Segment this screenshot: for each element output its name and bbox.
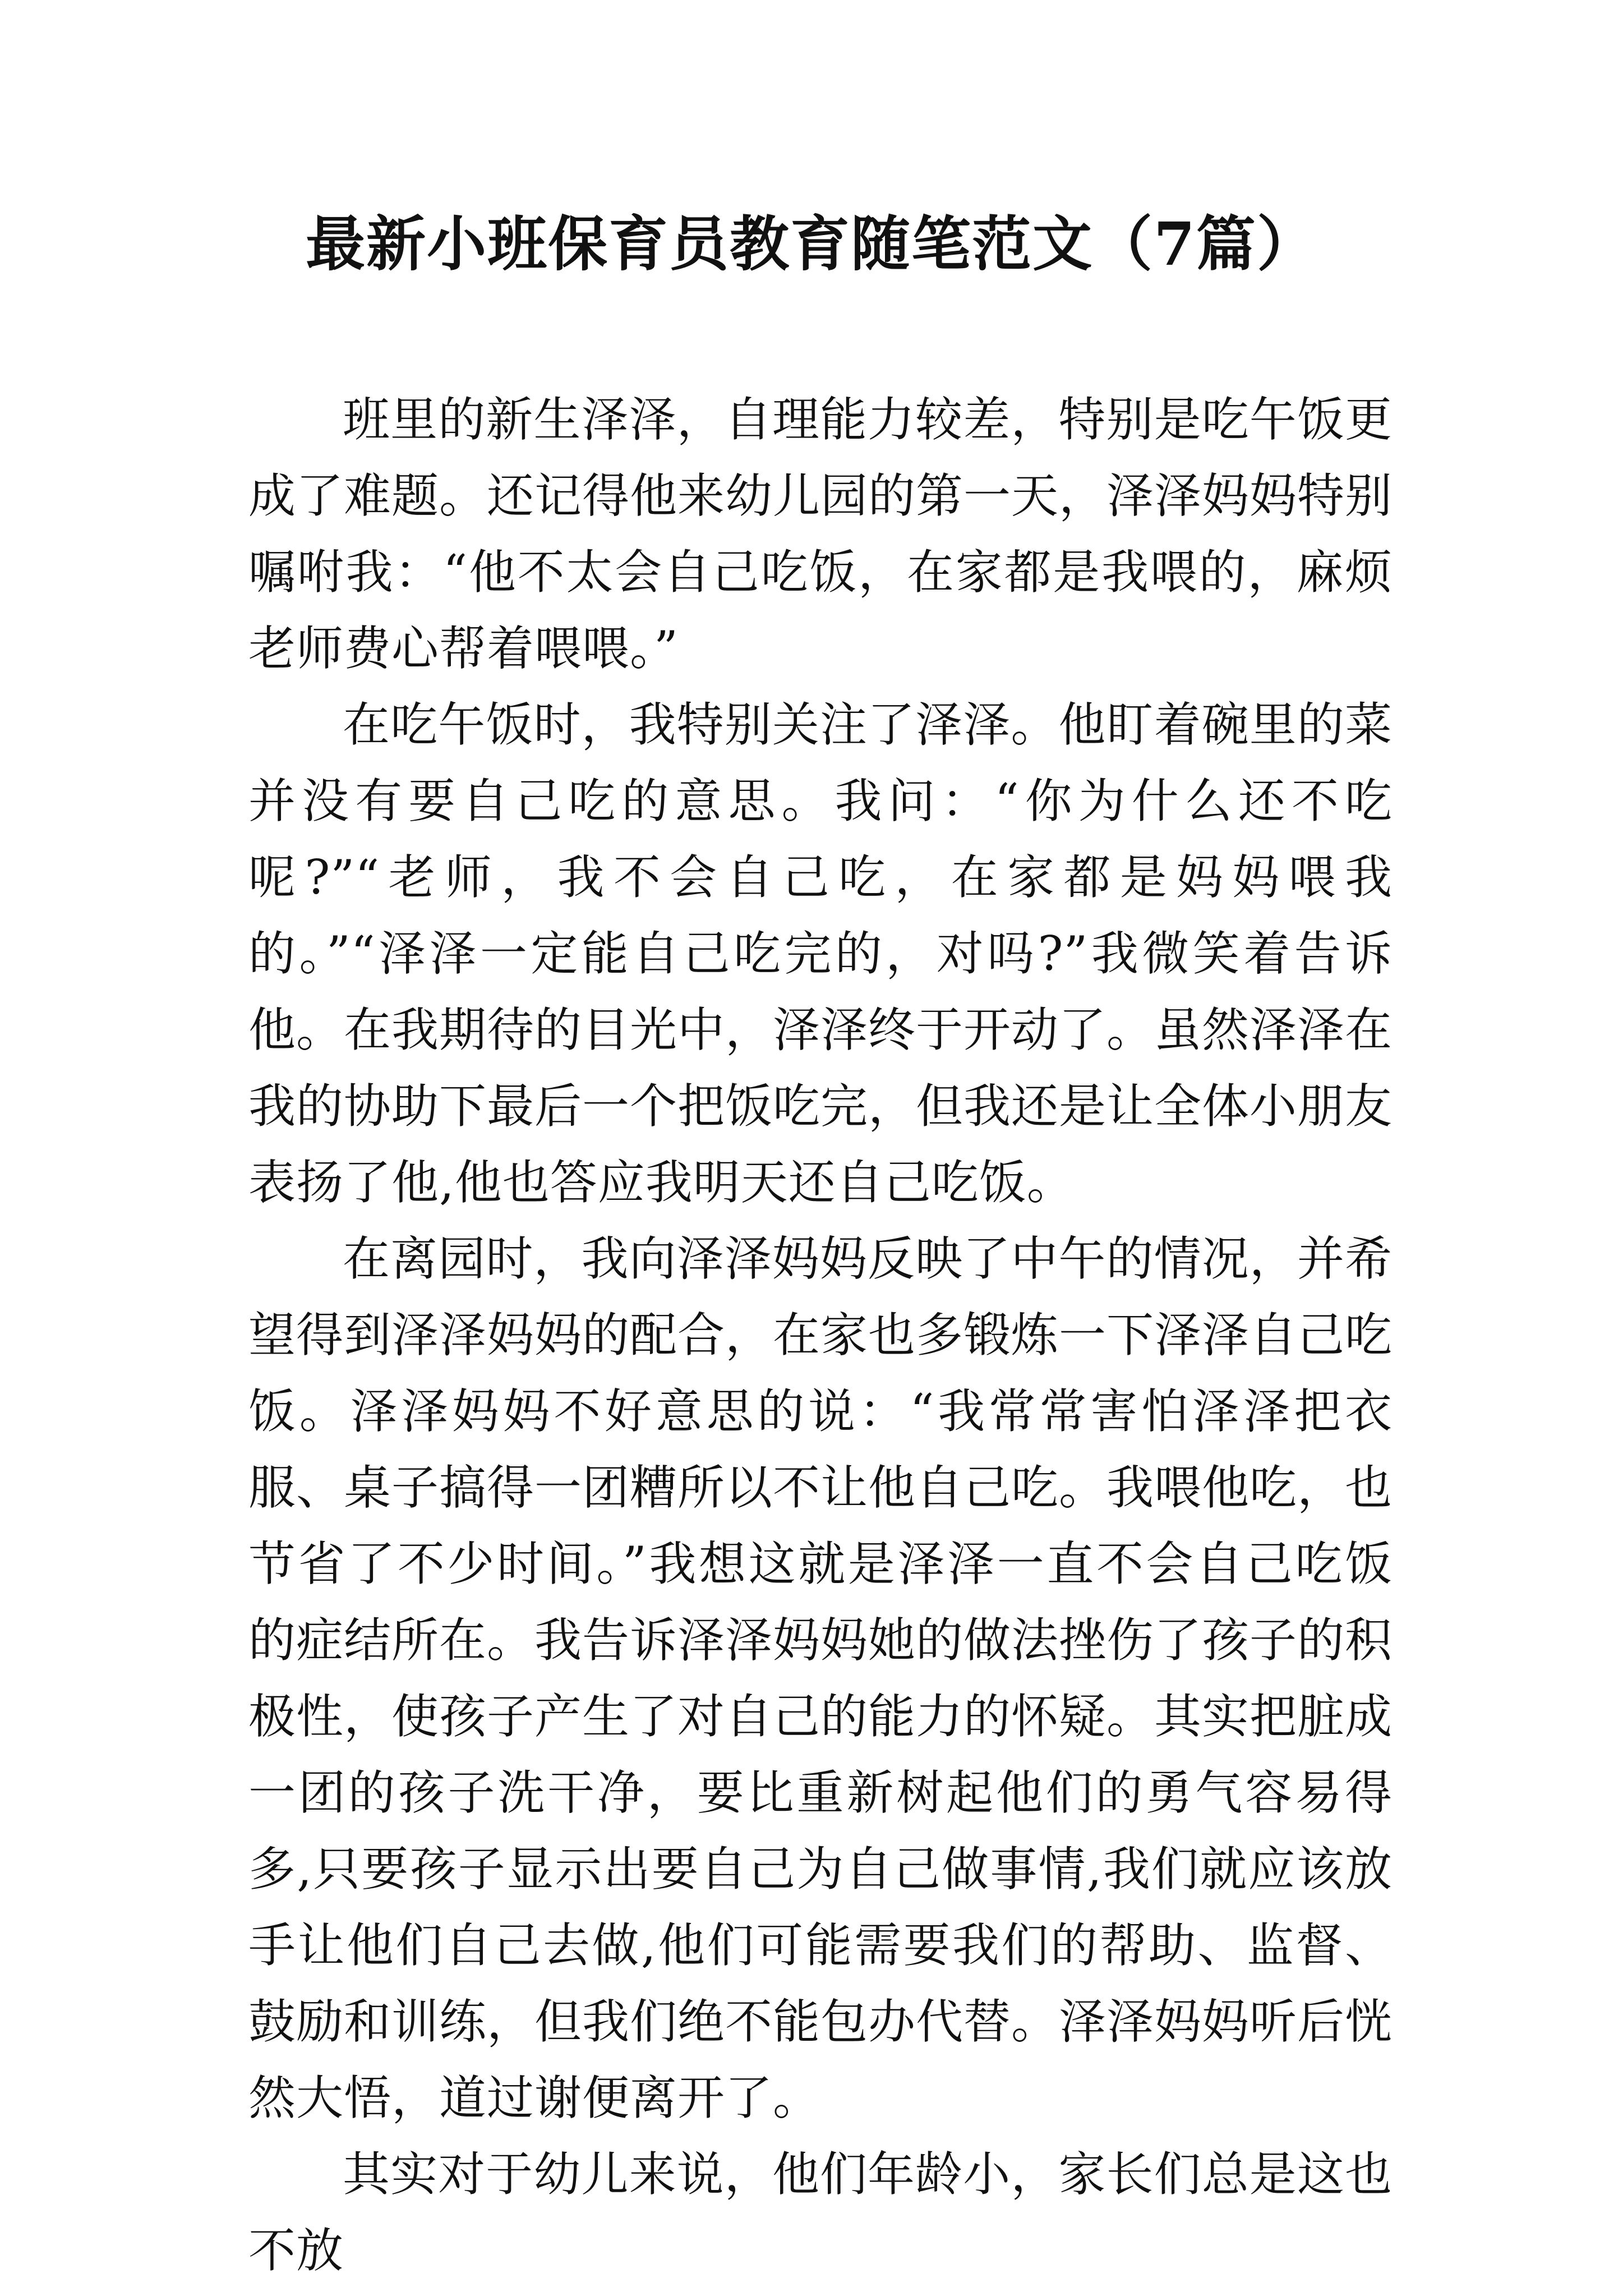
paragraph-1: 班里的新生泽泽，自理能力较差，特别是吃午饭更成了难题。还记得他来幼儿园的第一天，泽泽妈妈特别嘱咐我：“他不太会自己吃饭，在家都是我喂的，麻烦老师费心帮着喂喂。” bbox=[248, 392, 1393, 676]
paragraph-4: 其实对于幼儿来说，他们年龄小，家长们总是这也不放 bbox=[248, 2147, 1393, 2278]
document-body bbox=[248, 381, 1393, 2289]
paragraph-2: 在吃午饭时，我特别关注了泽泽。他盯着碗里的菜并没有要自己吃的意思。我问：“你为什么还不吃呢?”“老师，我不会自己吃，在家都是妈妈喂我的。”“泽泽一定能自己吃完的，对吗?”我微笑着告诉他。在我期待的目光中，泽泽终于开动了。虽然泽泽在我的协助下最后一个把饭吃完，但我还是让全体小朋友表扬了他,他也答应我明天还自己吃饭。 bbox=[248, 697, 1393, 1210]
paragraph-3: 在离园时，我向泽泽妈妈反映了中午的情况，并希望得到泽泽妈妈的配合，在家也多锻炼一下泽泽自己吃饭。泽泽妈妈不好意思的说：“我常常害怕泽泽把衣服、桌子搞得一团糟所以不让他自己吃。我喂他吃，也节省了不少时间。”我想这就是泽泽一直不会自己吃饭的症结所在。我告诉泽泽妈妈她的做法挫伤了孩子的积极性，使孩子产生了对自己的能力的怀疑。其实把脏成一团的孩子洗干净，要比重新树起他们的勇气容易得多,只要孩子显示出要自己为自己做事情,我们就应该放手让他们自己去做,他们可能需要我们的帮助、监督、鼓励和训练，但我们绝不能包办代替。泽泽妈妈听后恍然大悟，道过谢便离开了。 bbox=[248, 1231, 1393, 2125]
document-title: 最新小班保育员教育随笔范文（7篇） bbox=[306, 209, 1317, 279]
